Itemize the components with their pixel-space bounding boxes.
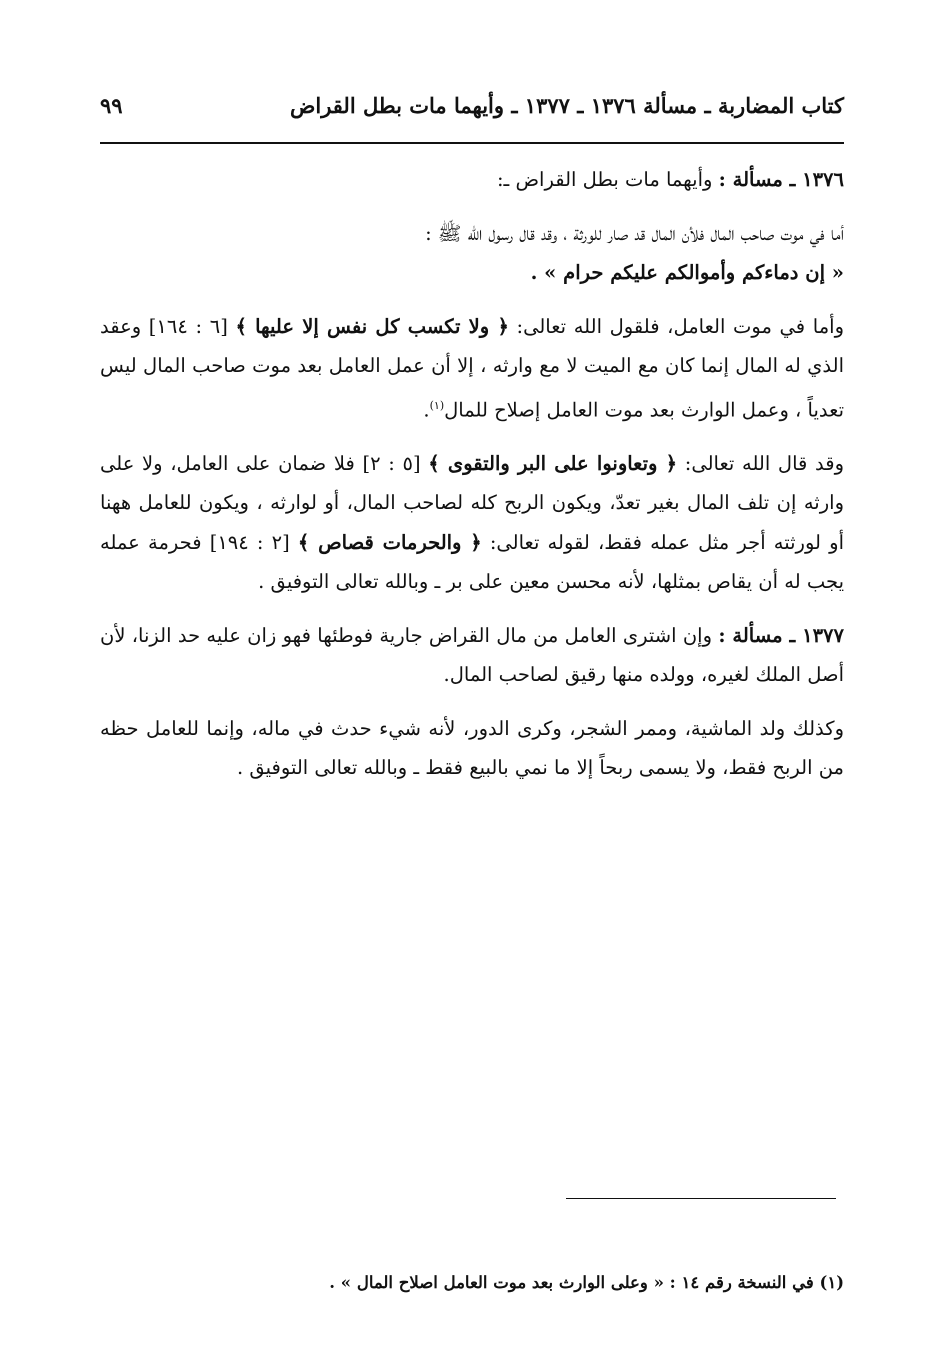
- paragraph-1377: [100, 616, 844, 695]
- paragraph-text: وإن اشترى العامل من مال القراض جارية فوطئها فهو زان عليه حد الزنا، لأن أصل الملك لغيره، وولده منها رقيق لصاحب المال.: [100, 623, 844, 686]
- page-body: [100, 160, 844, 802]
- footnote-rule: [566, 1198, 836, 1199]
- footnote-marker: (١): [429, 398, 445, 412]
- paragraph-text: [٥ : ٢] فلا ضمان على العامل، ولا على وارثه إن تلف المال بغير تعدّ، ويكون الربح كله لصاحب المال، أو لوارثه ، ويكون للعامل ههنا أو لورثته أجر مثل عمله فقط، لقوله تعالى:: [100, 451, 844, 554]
- header-title: كتاب المضاربة ـ مسألة ١٣٧٦ ـ ١٣٧٧ ـ وأيهما مات بطل القراض: [289, 92, 844, 118]
- paragraph-1376: [100, 160, 844, 200]
- paragraph-text: وأيهما مات بطل القراض ـ:: [496, 168, 719, 191]
- paragraph-text: وأما في موت العامل، فلقول الله تعالى:: [508, 314, 844, 338]
- quran-verse: ﴿ وتعاونوا على البر والتقوى ﴾: [428, 451, 678, 475]
- hadith-quote: « إن دماءكم وأموالكم عليكم حرام » .: [530, 261, 844, 284]
- page-number: ٩٩: [100, 92, 123, 118]
- issue-number: ١٣٧٧ ـ مسألة :: [718, 623, 844, 647]
- paragraph-text: [٢ : ١٩٤] فحرمة عمله يجب له أن يقاص بمثلها، لأنه محسن معين على بر ـ وبالله تعالى التوفيق .: [100, 530, 844, 593]
- quran-verse: ﴿ والحرمات قصاص ﴾: [297, 530, 482, 554]
- quran-verse: ﴿ ولا تكسب كل نفس إلا عليها ﴾: [235, 314, 509, 338]
- paragraph-offspring: [100, 709, 844, 788]
- paragraph-owner-death: [100, 214, 844, 293]
- paragraph-text: أما في موت صاحب المال فلأن المال قد صار للورثة ، وقد قال رسول الله ﷺ :: [425, 221, 844, 245]
- running-header: [100, 82, 844, 128]
- header-rule: [100, 142, 844, 144]
- paragraph-text: وقد قال الله تعالى:: [677, 451, 844, 475]
- footnote: (١) في النسخة رقم ١٤ : « وعلى الوارث بعد موت العامل اصلاح المال » .: [329, 1273, 844, 1292]
- paragraph-end: .: [423, 398, 430, 421]
- paragraph-text: وكذلك ولد الماشية، وممر الشجر، وكرى الدور، لأنه شيء حدث في ماله، وإنما للعامل حظه من الربح فقط، ولا يسمى ربحاً إلا ما نمي بالبيع فقط ـ وبالله تعالى التوفيق .: [100, 716, 844, 779]
- issue-number: ١٣٧٦ ـ مسألة :: [718, 168, 844, 191]
- paragraph-worker-death: [100, 307, 844, 430]
- paragraph-cooperation: [100, 444, 844, 602]
- paragraph-text: [٦ : ١٦٤] وعقد الذي له المال إنما كان مع الميت لا مع وارثه ، إلا أن عمل العامل بعد موت صاحب المال ليس تعدياً ، وعمل الوارث بعد موت العامل إصلاح للمال: [100, 314, 844, 421]
